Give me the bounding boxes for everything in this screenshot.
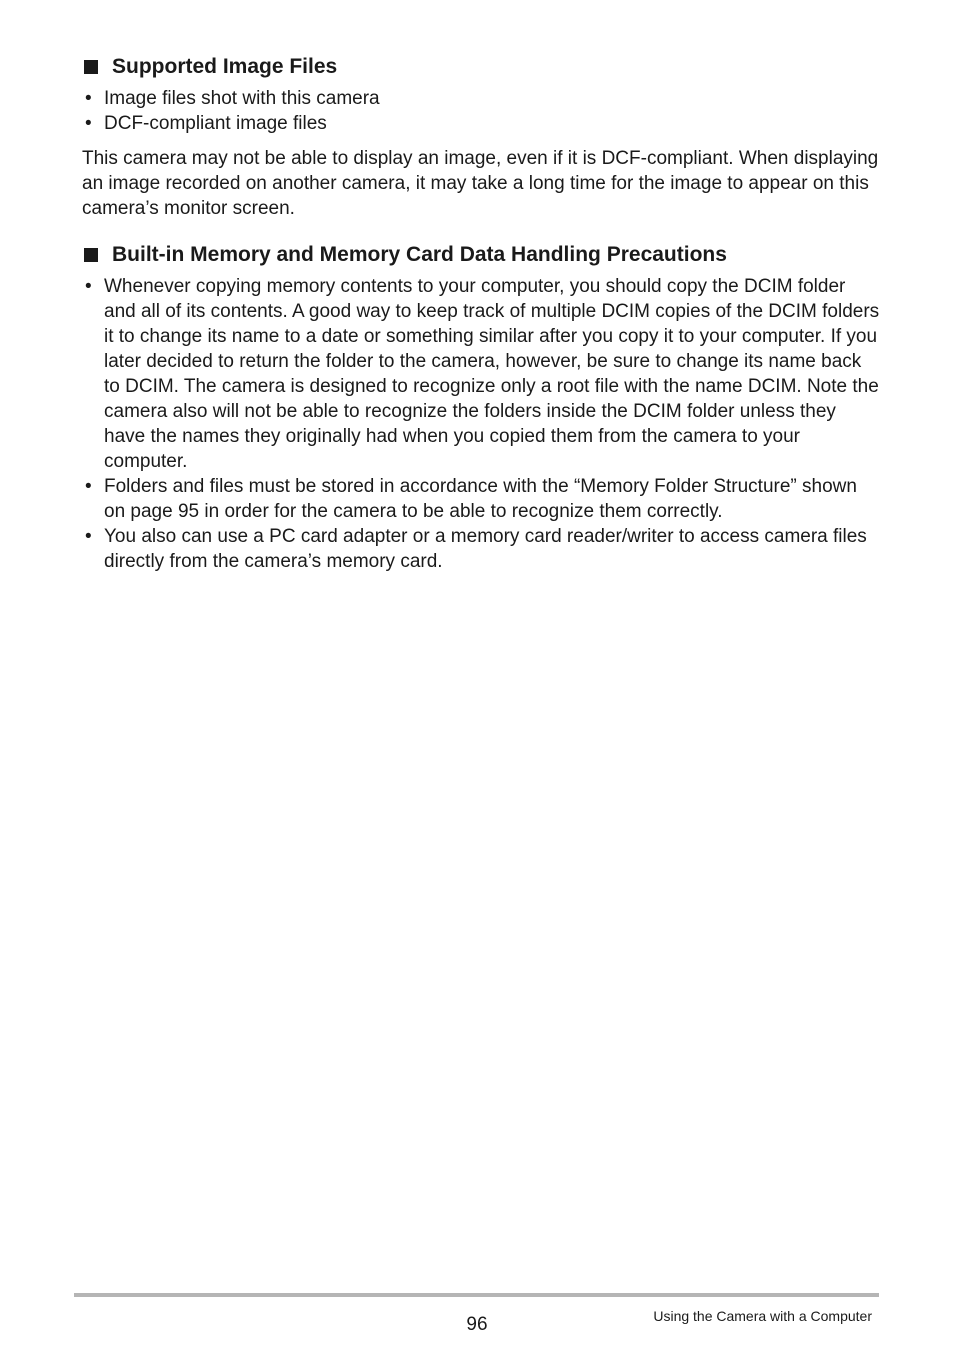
square-bullet-icon — [84, 60, 98, 74]
bullet-dot-icon: • — [85, 276, 92, 297]
compatibility-note-paragraph: This camera may not be able to display an image, even if it is DCF-compliant. When displaying an image recorded on another camera, it may take a long time for the image to appear on this camera’s monitor screen. — [82, 148, 879, 219]
page-number: 96 — [466, 1314, 488, 1335]
list-item — [82, 111, 882, 136]
list-item-text: Whenever copying memory contents to your computer, you should copy the DCIM folder and all of its contents. A good way to keep track of multiple DCIM copies of the DCIM folders it to change its name to a date or something similar after you copy it to your computer. If you later decided to return the folder to the camera, however, be sure to change its name back to DCIM. The camera is designed to recognize only a root file with the name DCIM. Note the camera also will not be able to recognize the folders inside the DCIM folder unless they have the names they originally had when you copied them from the camera to your computer. — [104, 276, 880, 472]
list-item — [82, 274, 882, 474]
bullet-dot-icon: • — [85, 88, 92, 109]
list-item-text: Folders and files must be stored in accordance with the “Memory Folder Structure” shown on page 95 in order for the camera to be able to recognize them correctly. — [104, 476, 857, 522]
list-item-text: You also can use a PC card adapter or a memory card reader/writer to access camera files directly from the camera’s memory card. — [104, 526, 867, 572]
bullet-dot-icon: • — [85, 113, 92, 134]
section-heading-data-handling-precautions — [84, 242, 727, 268]
list-item-text: Image files shot with this camera — [104, 88, 380, 109]
section-heading-text: Supported Image Files — [112, 55, 338, 78]
bullet-dot-icon: • — [85, 476, 92, 497]
footer-chapter-title: Using the Camera with a Computer — [653, 1308, 872, 1324]
list-item — [82, 474, 882, 524]
list-item — [82, 524, 882, 574]
section-heading-text: Built-in Memory and Memory Card Data Handling Precautions — [112, 243, 727, 266]
precautions-list — [82, 274, 882, 574]
section-heading-supported-image-files — [84, 54, 337, 80]
square-bullet-icon — [84, 248, 98, 262]
list-item — [82, 86, 882, 111]
footer-divider — [74, 1293, 879, 1297]
bullet-dot-icon: • — [85, 526, 92, 547]
supported-files-list — [82, 86, 882, 136]
list-item-text: DCF-compliant image files — [104, 113, 327, 134]
